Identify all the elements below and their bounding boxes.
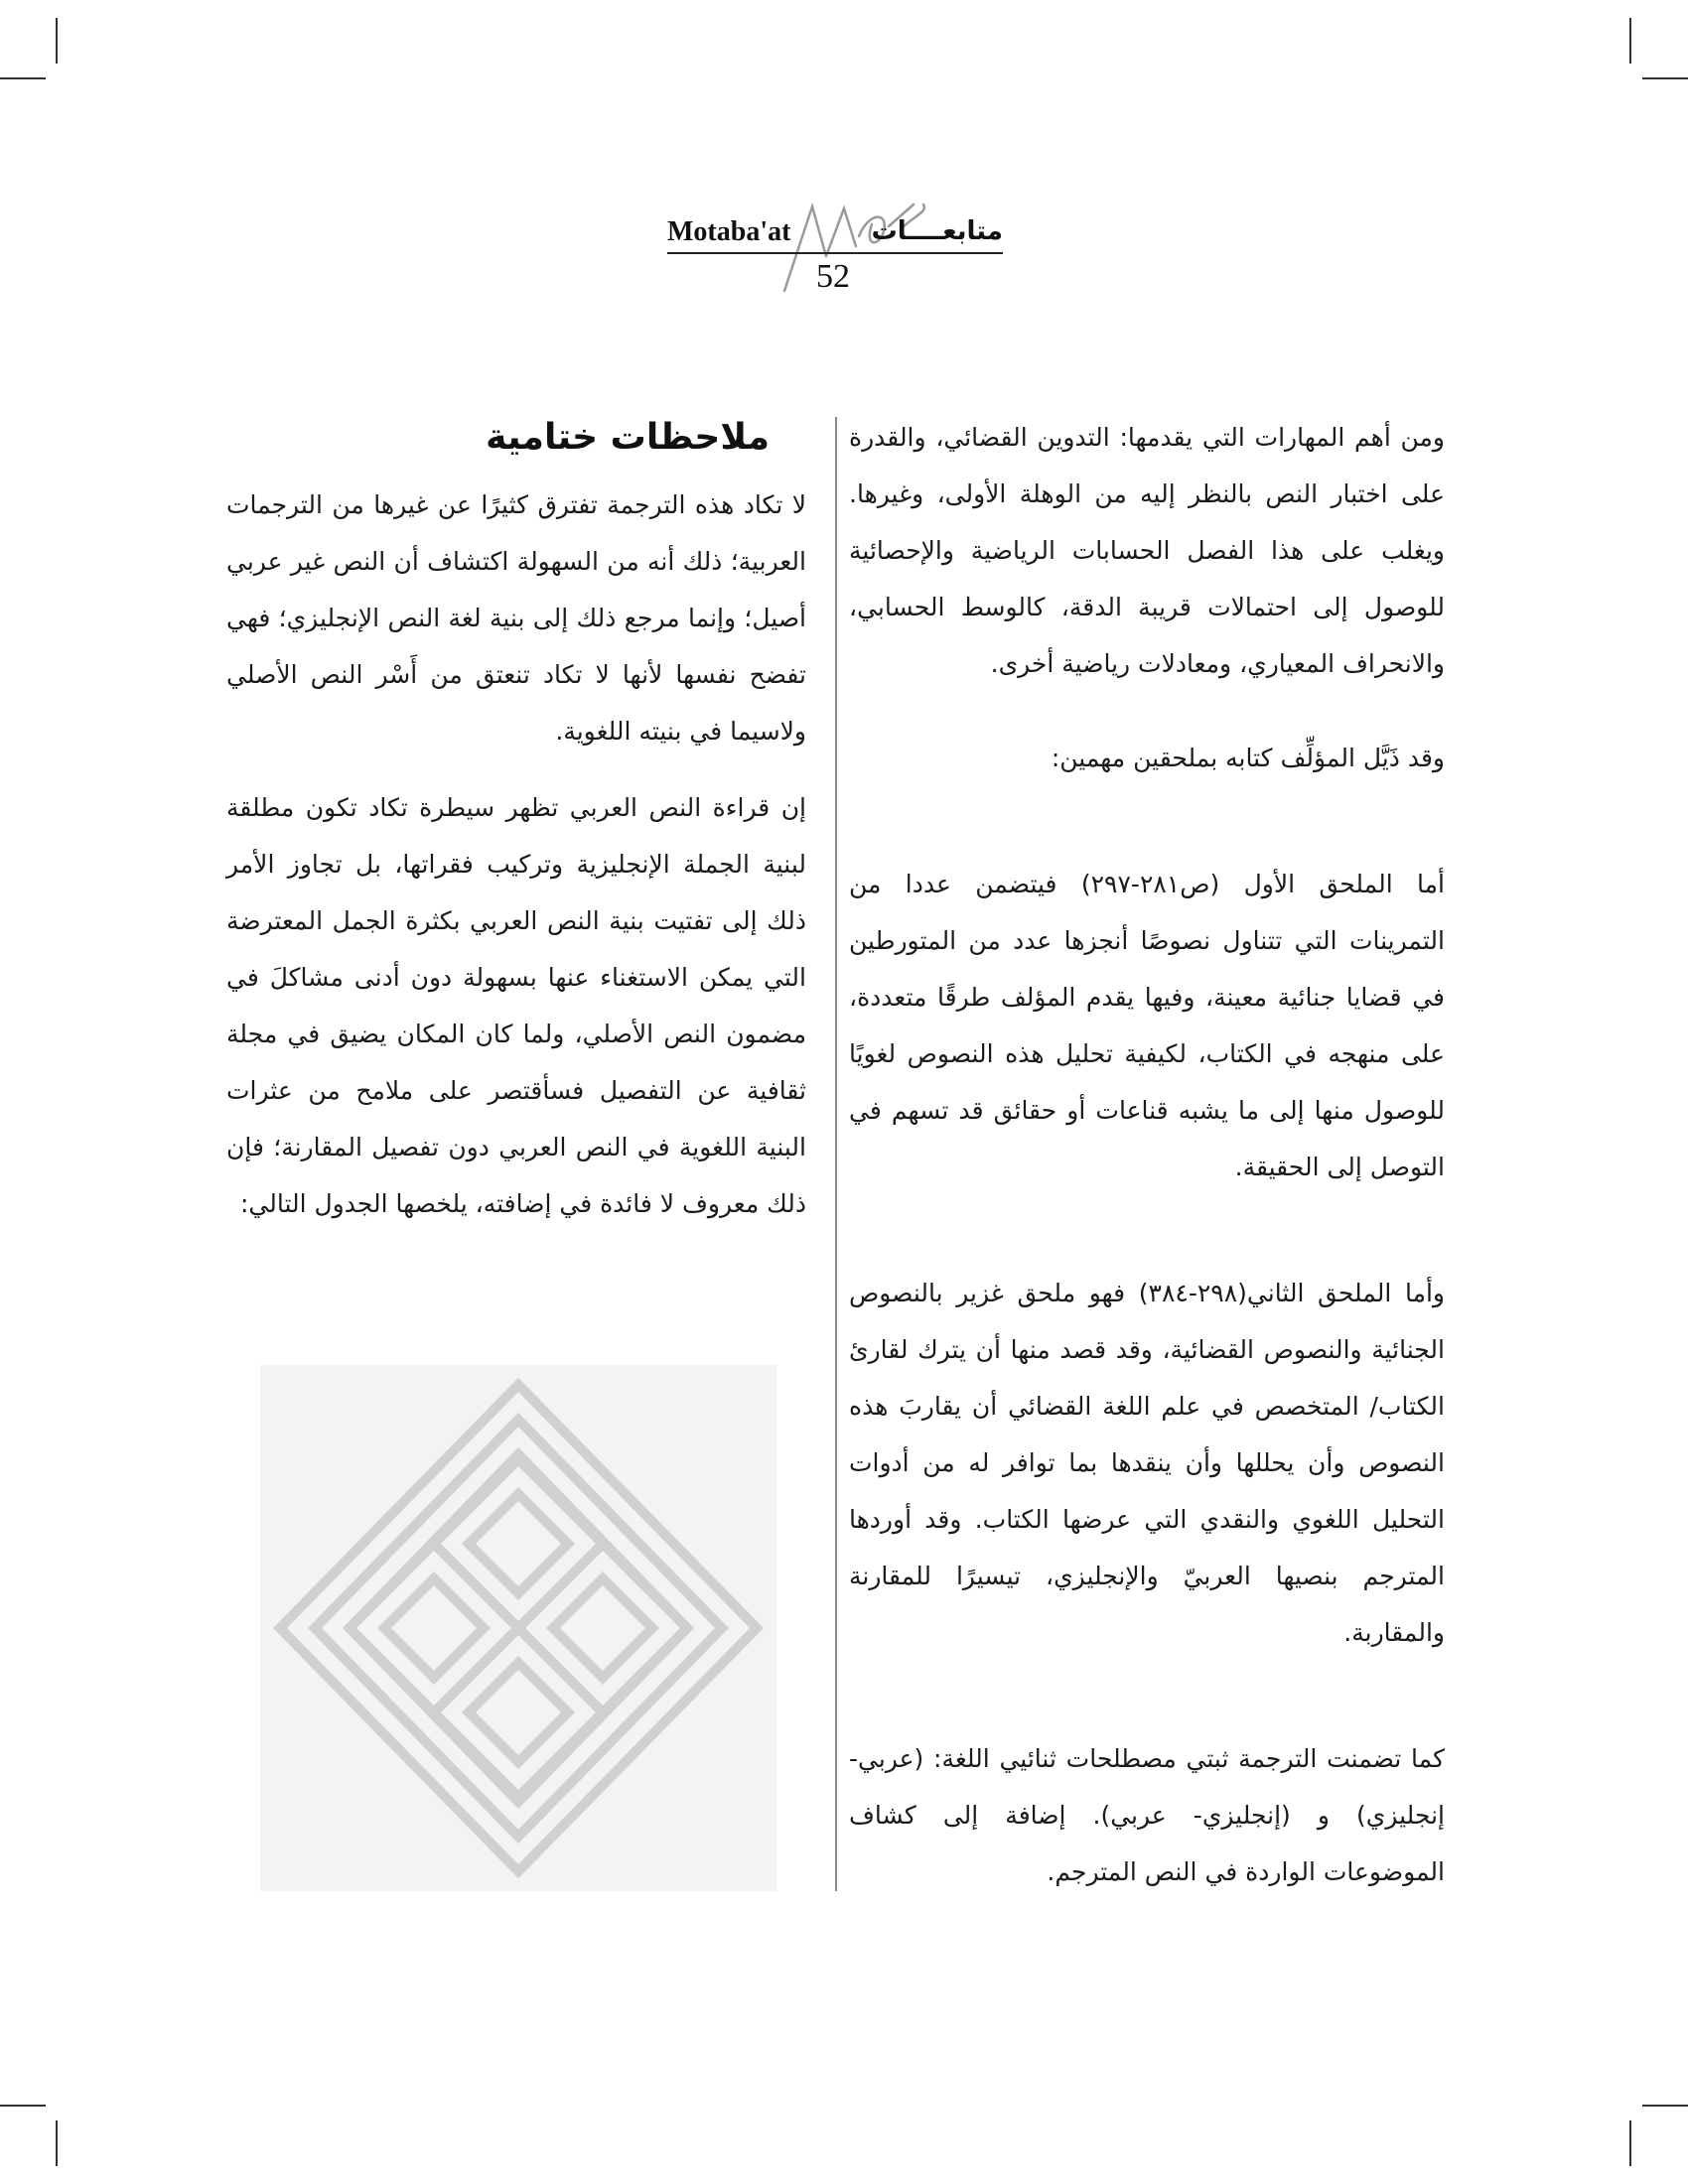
- crop-mark: [1642, 2105, 1688, 2107]
- crop-mark: [1629, 18, 1631, 64]
- paragraph: لا تكاد هذه الترجمة تفترق كثيرًا عن غيرها من الترجمات العربية؛ ذلك أنه من السهولة اكتشاف أن النص غير عربي أصيل؛ وإنما مرجع ذلك إلى بنية لغة النص الإنجليزي؛ فهي تفضح نفسها لأنها لا تكاد تنعتق من أَسْر النص الأصلي ولاسيما في بنيته اللغوية.: [226, 490, 806, 746]
- crop-mark: [1629, 2120, 1631, 2166]
- paragraph: كما تضمنت الترجمة ثبتي مصطلحات ثنائيي اللغة: (عربي- إنجليزي) و (إنجليزي- عربي). إضافة إلى كشاف الموضوعات الواردة في النص المترجم.: [849, 1744, 1445, 1886]
- crop-mark: [56, 18, 58, 64]
- paragraph: إن قراءة النص العربي تظهر سيطرة تكاد تكون مطلقة لبنية الجملة الإنجليزية وتركيب فقراتها، بل تجاوز الأمر ذلك إلى تفتيت بنية النص العربي بكثرة الجمل المعترضة التي يمكن الاستغناء عنها بسهولة دون أدنى مشاكلَ في مضمون النص الأصلي، ولما كان المكان يضيق في مجلة ثقافية عن التفصيل فسأقتصر على ملامح من عثرات البنية اللغوية في النص العربي دون تفصيل المقارنة؛ فإن ذلك معروف لا فائدة في إضافته، يلخصها الجدول التالي:: [226, 793, 806, 1218]
- page-number: 52: [816, 258, 850, 295]
- crop-mark: [56, 2120, 58, 2166]
- crop-mark: [0, 77, 46, 79]
- knot-ornament-icon: [260, 1365, 776, 1891]
- crop-mark: [0, 2105, 46, 2107]
- paragraph: وأما الملحق الثاني(٢٩٨-٣٨٤) فهو ملحق غزير بالنصوص الجنائية والنصوص القضائية، وقد قصد منها أن يترك لقارئ الكتاب/ المتخصص في علم اللغة القضائي أن يقاربَ هذه النصوص وأن يحللها وأن ينقدها بما توافر له من أدوات التحليل اللغوي والنقدي التي عرضها الكتاب. وقد أوردها المترجم بنصيها العربيّ والإنجليزي، تيسيرًا للمقارنة والمقاربة.: [849, 1279, 1445, 1647]
- paragraph: أما الملحق الأول (ص٢٨١-٢٩٧) فيتضمن عددا من التمرينات التي تتناول نصوصًا أنجزها عدد من المتورطين في قضايا جنائية معينة، وفيها يقدم المؤلف طرقًا متعددة، على منهجه في الكتاب، لكيفية تحليل هذه النصوص لغويًا للوصول منها إلى ما يشبه قناعات أو حقائق قد تسهم في التوصل إلى الحقيقة.: [849, 870, 1445, 1181]
- right-column: [849, 409, 1445, 1900]
- running-header: [655, 199, 1033, 308]
- header-title-arabic: متابعــــات: [871, 216, 1003, 246]
- left-column: [226, 477, 806, 1232]
- paragraph: ومن أهم المهارات التي يقدمها: التدوين القضائي، والقدرة على اختبار النص بالنظر إليه من الوهلة الأولى، وغيرها. ويغلب على هذا الفصل الحسابات الرياضية والإحصائية للوصول إلى احتمالات قريبة الدقة، كالوسط الحسابي، والانحراف المعياري، ومعادلات رياضية أخرى.: [849, 423, 1445, 678]
- header-title-english: Motaba'at: [667, 216, 791, 247]
- section-title: ملاحظات ختامية: [486, 417, 770, 458]
- crop-mark: [1642, 77, 1688, 79]
- column-divider: [835, 417, 837, 1891]
- paragraph: وقد ذَيَّل المؤلِّف كتابه بملحقين مهمين:: [1051, 744, 1445, 772]
- header-rule: [667, 252, 1003, 254]
